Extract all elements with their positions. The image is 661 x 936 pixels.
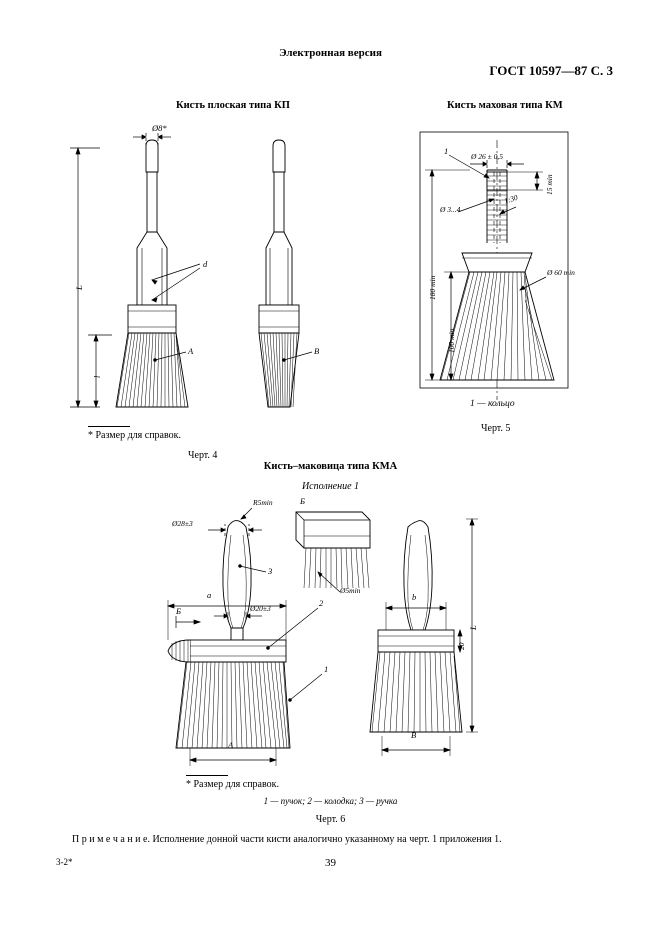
figure6-label-a: a [207, 590, 212, 600]
figure4-label-B: B [314, 346, 320, 356]
figure6-label-view-b-left: Б [176, 606, 182, 616]
figure6-label-h20: 20 [457, 642, 466, 650]
figure4-label-d: d [203, 259, 208, 269]
figure5-label-diameter26: Ø 26 ± 0,5 [471, 152, 504, 161]
page-header-gost-number: ГОСТ 10597—87 С. 3 [489, 63, 613, 78]
figure6-label-diameter20: Ø20±3 [250, 604, 271, 613]
footer-signature: 3-2* [56, 857, 73, 867]
figure6-footnote: * Размер для справок. [186, 779, 279, 790]
figure6-label-pos2: 2 [319, 598, 324, 608]
figure5-caption: Черт. 5 [481, 423, 511, 434]
figure6-subtitle: Исполнение 1 [301, 481, 360, 492]
figure6-label-pos1: 1 [324, 664, 329, 674]
figure6-label-R5min: R5min [253, 498, 273, 507]
figure6-title: Кисть–маковица типа КМА [263, 461, 398, 472]
figure4-footnote: * Размер для справок. [88, 430, 181, 441]
figure5-legend: 1 — кольцо [470, 399, 515, 409]
figure4-label-A: A [188, 346, 194, 356]
figure6-label-B: B [411, 730, 417, 740]
figure5-title: Кисть маховая типа КМ [447, 100, 563, 111]
figure4-label-L: L [74, 285, 84, 290]
figure6-legend: 1 — пучок; 2 — колодка; 3 — ручка [263, 796, 398, 806]
figure6-footnote-rule [186, 775, 228, 776]
figure5-label-diameter60: Ø 60 min [547, 268, 575, 277]
figure6-label-view-b-top: Б [300, 496, 306, 506]
figure5-label-taper: 1:30 [503, 192, 519, 206]
figure6-caption: Черт. 6 [315, 814, 346, 825]
figure4-label-l: l [92, 375, 102, 378]
figure5-label-height100: 100 min [447, 328, 456, 353]
figure6-label-L: L [468, 625, 478, 630]
document-note: П р и м е ч а н и е. Исполнение донной части кисти аналогично указанному на черт. 1 приложения 1. [72, 834, 502, 845]
figure5-label-diameter3-4: Ø 3...4 [440, 205, 461, 214]
page-header-electronic-version: Электронная версия [279, 47, 382, 59]
figure6-label-diameter28: Ø28±3 [172, 519, 193, 528]
figure6-label-b: b [412, 592, 417, 602]
figure5-label-pos1: 1 [444, 146, 449, 156]
figure4-title: Кисть плоская типа КП [176, 100, 290, 111]
footer-page-number: 39 [325, 857, 336, 869]
figure5-label-height180: 180 min [428, 275, 437, 300]
figure6-label-diameter5: Ø5min [340, 586, 361, 595]
figure6-label-pos3: 3 [268, 566, 273, 576]
figure4-label-diameter8: Ø8* [152, 123, 167, 133]
figure5-label-height15: 15 min [545, 174, 554, 195]
figure4-caption: Черт. 4 [188, 450, 218, 461]
figure6-label-A: A [228, 740, 234, 750]
